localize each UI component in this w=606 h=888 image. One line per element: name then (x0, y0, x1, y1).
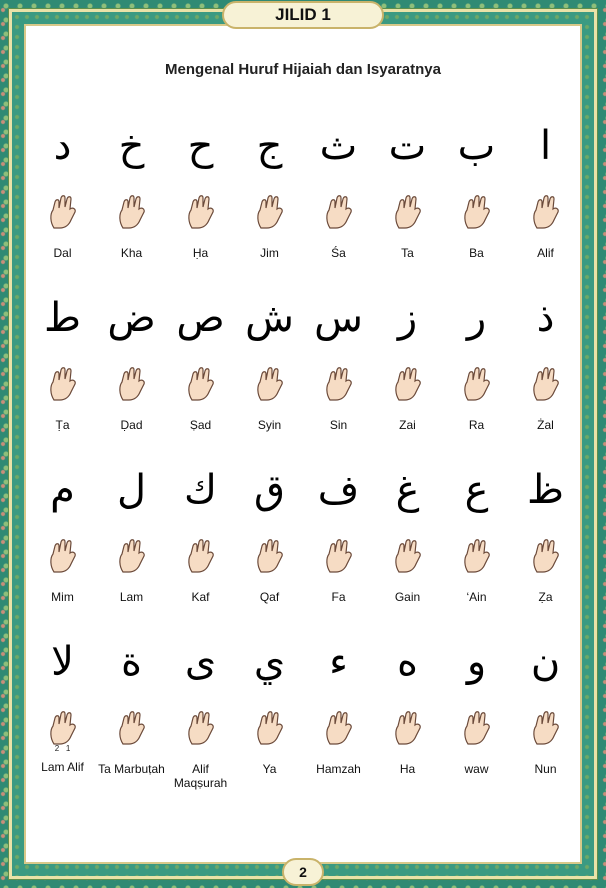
arabic-letter: ف (317, 467, 360, 513)
hand-sign-icon (253, 194, 287, 230)
letter-card (166, 634, 235, 806)
arabic-letter: م (50, 467, 75, 513)
hand-sign-icon (322, 366, 356, 402)
letter-name: Hamzah (316, 762, 361, 776)
arabic-letter: ح (187, 123, 214, 169)
hand-sign-icon (115, 538, 149, 574)
arabic-letter: ط (44, 295, 81, 341)
hand-sign-icon (46, 366, 80, 402)
hand-sign-icon (391, 366, 425, 402)
hand-sign-icon (253, 710, 287, 746)
letter-card (304, 634, 373, 806)
arabic-letter: ك (184, 467, 217, 513)
letter-name: Ṣad (189, 418, 212, 432)
letter-card (235, 462, 304, 634)
hand-sign-icon (115, 194, 149, 230)
letter-name: Qaf (259, 590, 280, 604)
hand-sign-icon (46, 194, 80, 230)
hand-sign-icon (322, 194, 356, 230)
arabic-letter: ه (397, 639, 418, 685)
arabic-letter: س (314, 295, 363, 341)
hand-sign-icon (115, 710, 149, 746)
arabic-letter: ب (457, 123, 496, 169)
hand-sign-icon (184, 194, 218, 230)
letter-name: Ra (468, 418, 485, 432)
letter-name: Nun (534, 762, 557, 776)
letter-name: Ha (399, 762, 416, 776)
hand-sequence-numbers: 2 1 (54, 744, 71, 753)
arabic-letter: لا (51, 639, 74, 685)
letter-name: Ḍad (120, 418, 143, 432)
letter-name: Ta Marbuṭah (98, 762, 165, 776)
letter-name: Lam Alif (41, 760, 84, 774)
letter-card (373, 634, 442, 806)
arabic-letter: ق (253, 467, 286, 513)
arabic-letter: ش (245, 295, 294, 341)
letter-name: waw (464, 762, 489, 776)
letter-name: Dal (53, 246, 72, 260)
arabic-letter: خ (118, 123, 145, 169)
letter-card (97, 634, 166, 806)
letter-card (304, 462, 373, 634)
arabic-letter: ص (176, 295, 225, 341)
hand-sign-icon (391, 710, 425, 746)
hand-sign-icon (184, 538, 218, 574)
arabic-letter: ث (319, 123, 358, 169)
letter-card (97, 118, 166, 290)
arabic-letter: ر (466, 295, 487, 341)
letter-name: Zai (399, 418, 416, 432)
letter-name: Żal (537, 418, 554, 432)
letter-card (511, 634, 580, 806)
letter-card (28, 118, 97, 290)
arabic-letter: ذ (536, 295, 555, 341)
letter-card (235, 118, 304, 290)
hand-sign-icon (460, 710, 494, 746)
hand-sign-icon (529, 366, 563, 402)
letter-name: ‘Ain (466, 590, 487, 604)
letter-name: Jim (260, 246, 279, 260)
letter-name: Kha (120, 246, 143, 260)
hand-sign-icon (391, 194, 425, 230)
arabic-letter: ل (116, 467, 147, 513)
arabic-letter: ض (107, 295, 156, 341)
arabic-letter: ن (530, 639, 561, 685)
letter-name: Ṭa (55, 418, 70, 432)
letter-card (97, 290, 166, 462)
letter-name: Ẓa (538, 590, 553, 604)
letter-name: Alif Maqṣurah (173, 762, 228, 790)
hand-sign-icon (322, 538, 356, 574)
letter-name: Ba (469, 246, 484, 260)
letter-name: Gain (394, 590, 421, 604)
letter-card (373, 462, 442, 634)
hand-sign-icon (253, 366, 287, 402)
letter-card (28, 290, 97, 462)
letter-card (235, 634, 304, 806)
letter-name: Ḥa (192, 246, 209, 260)
letter-card (373, 118, 442, 290)
letter-name: Lam (119, 590, 144, 604)
letter-name: Ta (401, 246, 414, 260)
hand-sign-icon (529, 710, 563, 746)
letter-card (166, 462, 235, 634)
arabic-letter: و (466, 639, 487, 685)
arabic-letter: ء (329, 639, 348, 685)
letter-card (442, 118, 511, 290)
letter-card (304, 290, 373, 462)
arabic-letter: ز (397, 295, 418, 341)
letter-card (28, 634, 97, 806)
hand-sign-icon (529, 538, 563, 574)
page-number: 2 (282, 858, 324, 886)
letter-card (442, 462, 511, 634)
hand-sign-icon (184, 710, 218, 746)
letter-card (166, 118, 235, 290)
letter-name: Syin (257, 418, 282, 432)
hand-sign-icon (184, 366, 218, 402)
arabic-letter: ي (253, 639, 286, 685)
letter-card (511, 290, 580, 462)
arabic-letter: ى (184, 639, 217, 685)
hand-sign-icon (460, 194, 494, 230)
arabic-letter: ا (539, 123, 552, 169)
hand-sign-icon (46, 538, 80, 574)
letter-card (511, 118, 580, 290)
letter-name: Ya (262, 762, 277, 776)
arabic-letter: د (53, 123, 72, 169)
letter-card (511, 462, 580, 634)
letter-card (442, 634, 511, 806)
letter-card (235, 290, 304, 462)
hand-sign-icon (529, 194, 563, 230)
hand-sign-icon (253, 538, 287, 574)
hand-sign-icon (460, 538, 494, 574)
letter-name: Kaf (191, 590, 210, 604)
letter-card (442, 290, 511, 462)
letter-name: Alif (537, 246, 554, 260)
hand-sign-icon (46, 710, 80, 746)
page-title: Mengenal Huruf Hijaiah dan Isyaratnya (165, 61, 441, 78)
letter-name: Fa (331, 590, 346, 604)
hand-sign-icon (391, 538, 425, 574)
hand-sign-icon (115, 366, 149, 402)
arabic-letter: ع (464, 467, 489, 513)
letter-card (373, 290, 442, 462)
arabic-letter: ة (121, 639, 142, 685)
letter-card (304, 118, 373, 290)
letter-name: Mim (51, 590, 74, 604)
arabic-letter: ت (388, 123, 427, 169)
letter-card (28, 462, 97, 634)
arabic-letter: ظ (527, 467, 564, 513)
chapter-tag: JILID 1 (222, 1, 384, 29)
hand-sign-icon (460, 366, 494, 402)
hand-sign-icon (322, 710, 356, 746)
arabic-letter: ج (256, 123, 283, 169)
letter-name: Sin (329, 418, 348, 432)
letter-card (97, 462, 166, 634)
arabic-letter: غ (395, 467, 420, 513)
letter-name: Śa (331, 246, 346, 260)
letters-grid (28, 118, 580, 806)
letter-card (166, 290, 235, 462)
